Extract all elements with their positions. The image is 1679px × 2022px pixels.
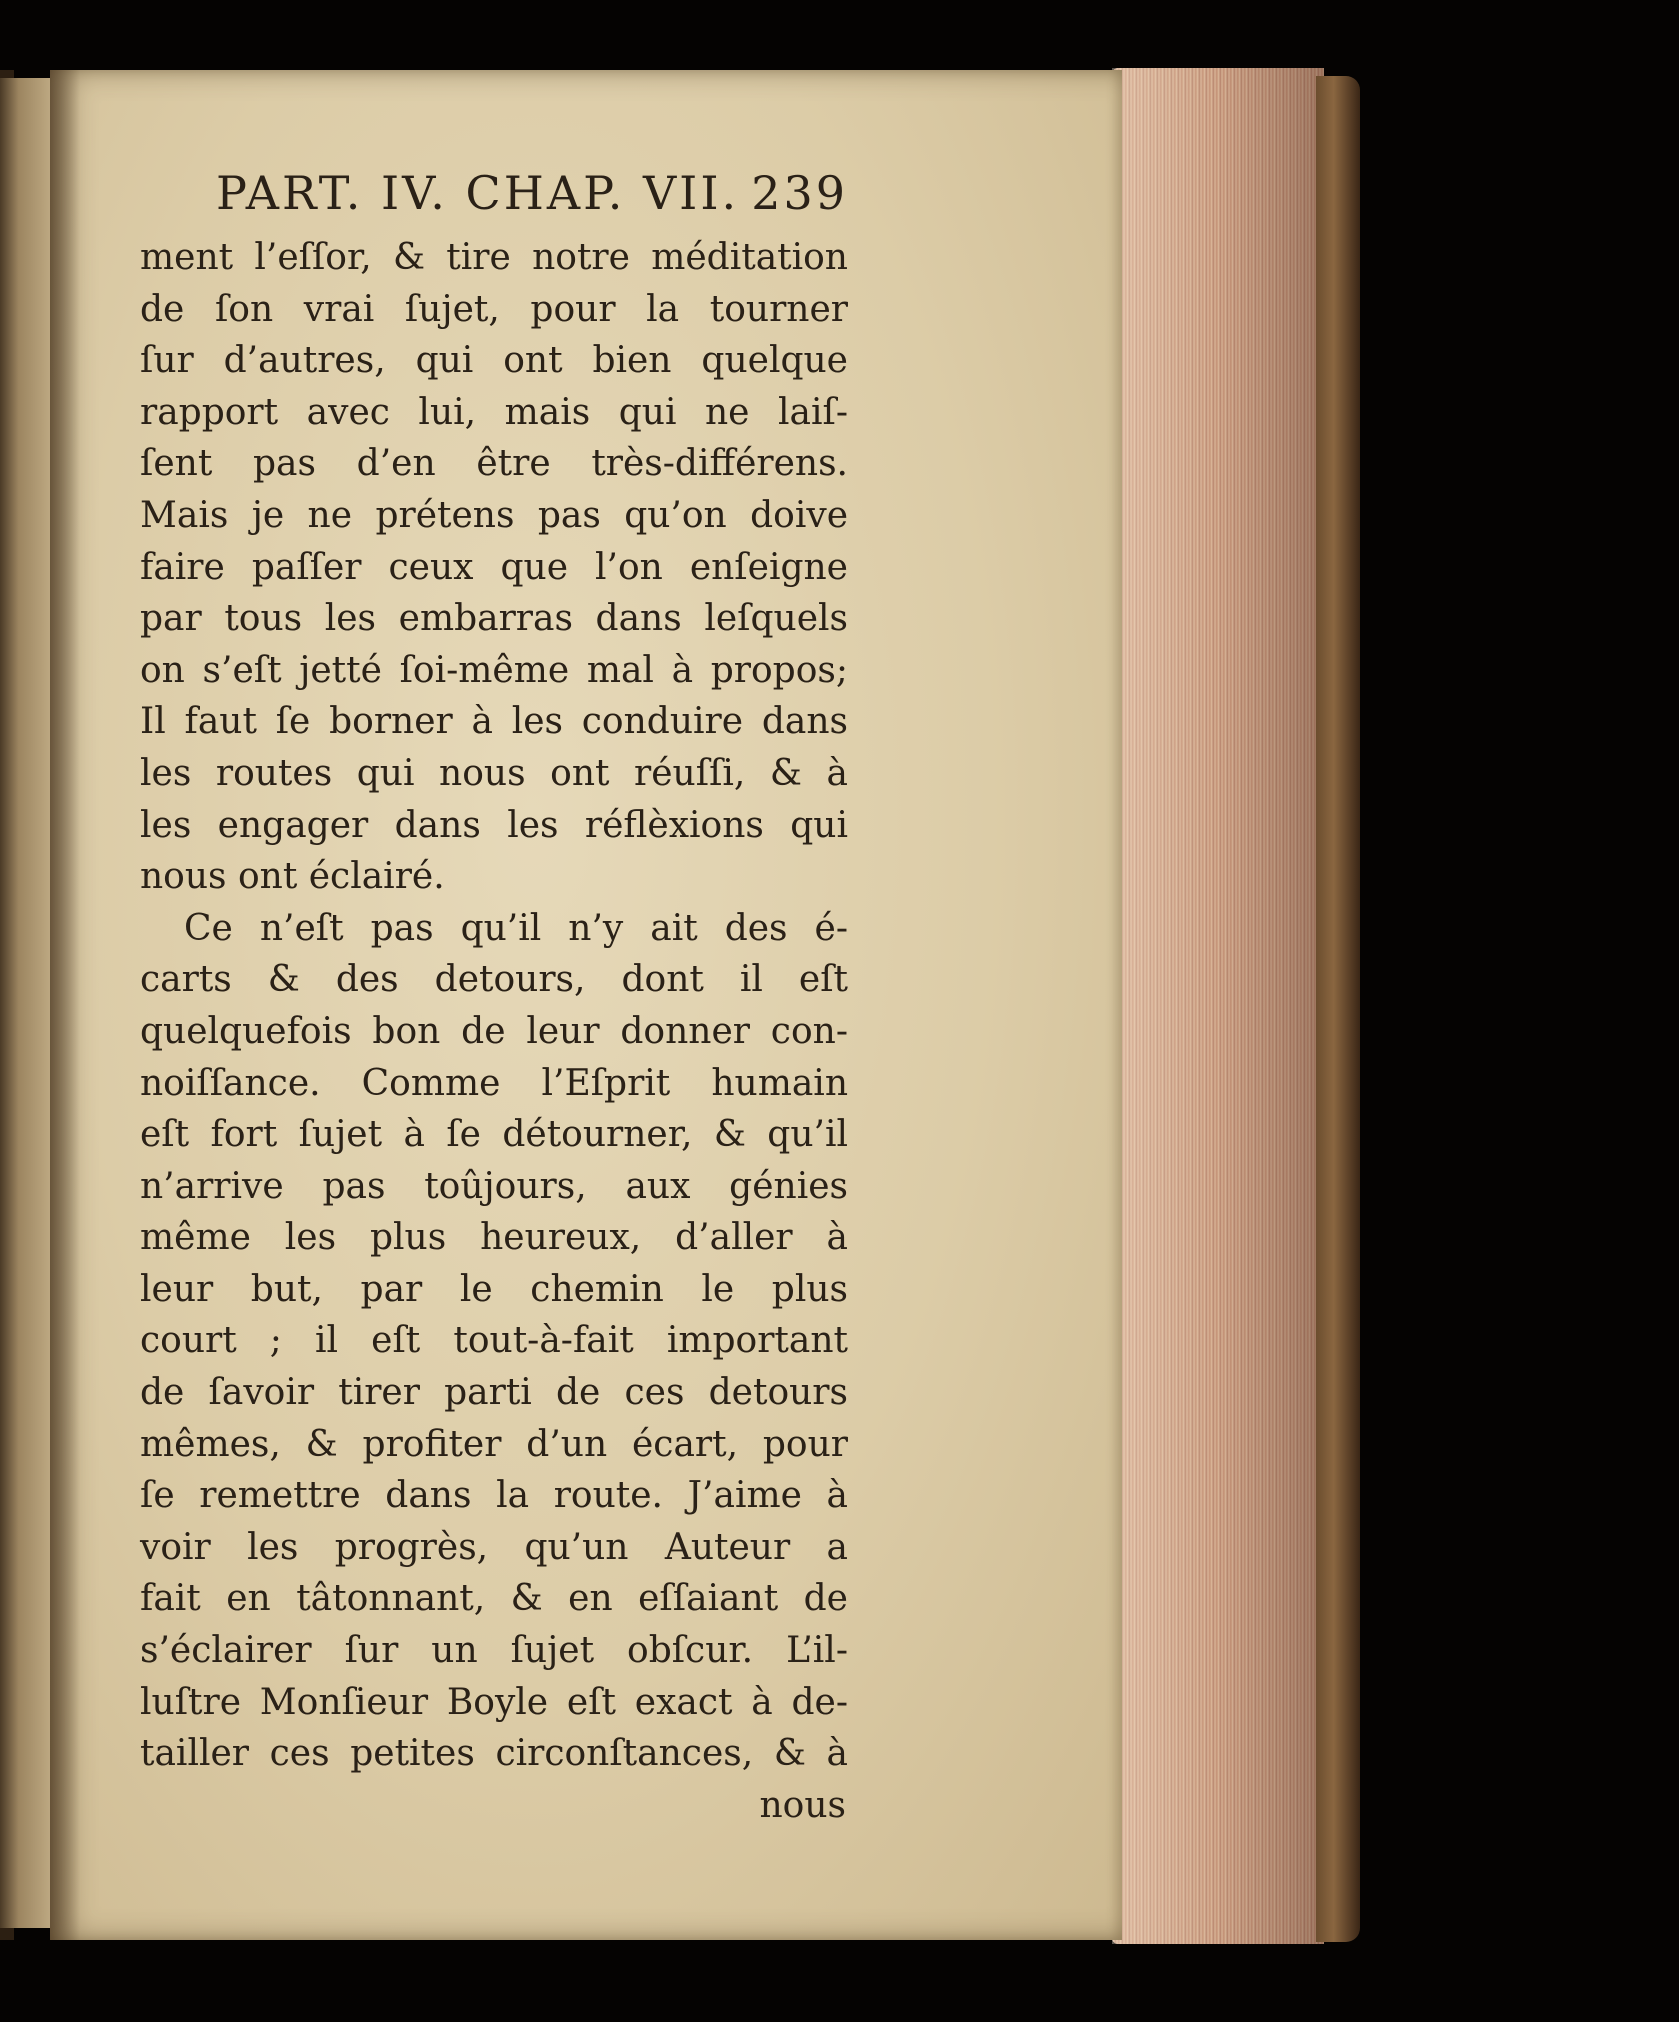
paragraph-start-line: Ce n’eſt pas qu’il n’y ait des é-: [184, 907, 848, 949]
text-line: mêmes, & profiter d’un écart, pour: [140, 1423, 848, 1465]
text-line: s’éclairer ſur un ſujet obſcur. L’il-: [140, 1630, 848, 1672]
text-line: de ſavoir tirer parti de ces detours: [140, 1372, 848, 1414]
paragraph-end-line: nous ont éclairé.: [140, 856, 445, 898]
text-line: de ſon vrai ſujet, pour la tourner: [140, 288, 848, 330]
right-binding-board: [1316, 76, 1360, 1942]
text-line: les engager dans les réflèxions qui: [140, 804, 848, 846]
text-line: quelquefois bon de leur donner con-: [140, 1010, 848, 1052]
text-line: Il faut ſe borner à les conduire dans: [140, 701, 848, 743]
text-line: n’arrive pas toûjours, aux génies: [140, 1165, 848, 1207]
text-line: par tous les embarras dans leſquels: [140, 598, 848, 640]
page-number: 239: [751, 166, 848, 220]
text-line: court ; il eſt tout-à-fait important: [140, 1320, 848, 1362]
text-line: on s’eſt jetté ſoi-même mal à propos;: [140, 649, 848, 691]
text-line: voir les progrès, qu’un Auteur a: [140, 1526, 848, 1568]
text-line: eſt fort ſujet à ſe détourner, & qu’il: [140, 1114, 848, 1156]
text-line: tailler ces petites circonſtances, & à: [140, 1733, 848, 1775]
text-line: ſe remettre dans la route. J’aime à: [140, 1475, 848, 1517]
text-line: les routes qui nous ont réuſſi, & à: [140, 752, 848, 794]
text-line: fait en tâtonnant, & en eſſaiant de: [140, 1578, 848, 1620]
text-line: même les plus heureux, d’aller à: [140, 1217, 848, 1259]
text-line: rapport avec lui, mais qui ne laiſ-: [140, 391, 848, 433]
text-line: ment l’eſſor, & tire notre méditation: [140, 237, 848, 278]
text-line: faire paſſer ceux que l’on enſeigne: [140, 546, 848, 588]
running-head: PART. IV. CHAP. VII.: [216, 166, 740, 220]
catchword: nous: [759, 1784, 846, 1826]
text-line: leur but, par le chemin le plus: [140, 1268, 848, 1310]
text-line: carts & des detours, dont il eſt: [140, 959, 848, 1001]
page-block-shading: [1112, 68, 1324, 1944]
text-line: Mais je ne prétens pas qu’on doive: [140, 494, 848, 536]
page-header: [140, 166, 848, 232]
text-line: noiſſance. Comme l’Eſprit humain: [140, 1062, 848, 1104]
page-gutter-shadow: [50, 70, 80, 1940]
page-text-block: [140, 166, 848, 1831]
text-line: ſent pas d’en être très-différens.: [140, 443, 848, 485]
text-line: ſur d’autres, qui ont bien quelque: [140, 340, 848, 382]
text-line: luſtre Monſieur Boyle eſt exact à de-: [140, 1681, 848, 1723]
